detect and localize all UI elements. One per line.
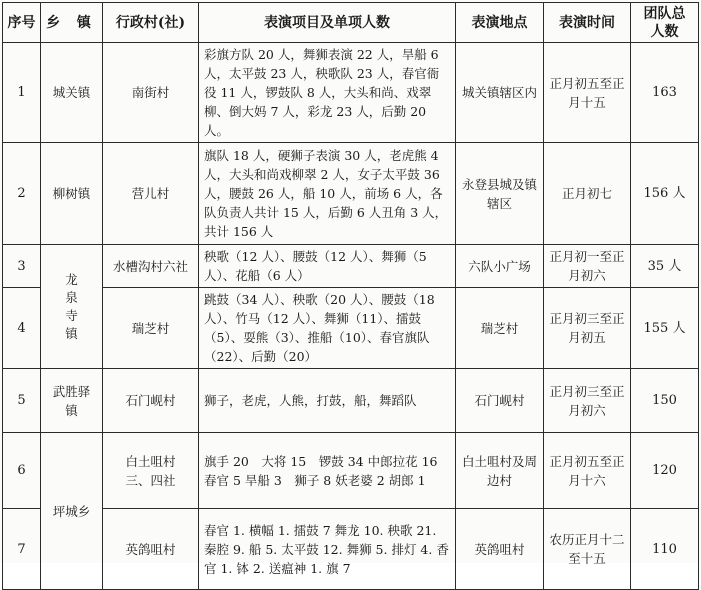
header-township: 乡 镇 [41, 3, 103, 43]
row-time: 正月初三至正月初五 [544, 288, 631, 369]
row-township [41, 369, 103, 433]
table-row [3, 288, 699, 369]
row-location: 瑞芝村 [456, 288, 544, 369]
header-time: 表演时间 [544, 3, 631, 43]
header-total-text: 团队总人数 [643, 5, 686, 40]
row-program: 彩旗方队 20 人，舞狮表演 22 人，旱船 6 人，太平鼓 23 人，秧歌队 23 人，春官衙役 11 人，锣鼓队 8 人，大头和尚、戏翠柳、倒大妈 7 人，彩龙 23 人，后勤 20 人。 [199, 43, 456, 143]
row-township: 城关镇 [41, 43, 103, 143]
row-program: 旗队 18 人，硬狮子表演 30 人，老虎熊 4 人，大头和尚戏柳翠 2 人，女子太平鼓 36 人，腰鼓 26 人，船 10 人，前场 6 人，各队负责人共计 15 人，后勤 6 人丑角 3 人，共计 156 人 [199, 143, 456, 245]
row-total: 110 [631, 509, 699, 590]
header-row [3, 3, 699, 43]
table-row [3, 143, 699, 245]
row-village [103, 433, 199, 509]
row-time: 农历正月十二至十五 [544, 509, 631, 590]
row-location: 城关镇辖区内 [456, 43, 544, 143]
header-program: 表演项目及单项人数 [199, 3, 456, 43]
row-location: 白土咀村及周边村 [456, 433, 544, 509]
row-total: 156 人 [631, 143, 699, 245]
row-village: 英鸽咀村 [103, 509, 199, 590]
row-program: 旗手 20 大将 15 锣鼓 34 中郎拉花 16 春官 5 旱船 3 狮子 8 妖老婆 2 胡郎 1 [199, 433, 456, 509]
row-total: 35 人 [631, 245, 699, 288]
table-row [3, 245, 699, 288]
row-time: 正月初三至正月初六 [544, 369, 631, 433]
row-township: 坪城乡 [41, 433, 103, 590]
table-row [3, 43, 699, 143]
row-village: 水槽沟村六社 [103, 245, 199, 288]
row-total: 155 人 [631, 288, 699, 369]
row-program: 狮子，老虎，人熊，打鼓，船，舞蹈队 [199, 369, 456, 433]
row-total: 150 [631, 369, 699, 433]
row-time: 正月初一至正月初六 [544, 245, 631, 288]
row-seq: 5 [3, 369, 41, 433]
row-total: 163 [631, 43, 699, 143]
row-seq: 6 [3, 433, 41, 509]
row-township [41, 245, 103, 369]
row-program: 跳鼓（34 人）、秧歌（20 人）、腰鼓（18 人）、竹马（12 人）、舞狮（11）、擂鼓（5）、耍熊（3）、推船（10）、春官旗队（22）、后勤（20） [199, 288, 456, 369]
table-row [3, 433, 699, 509]
header-location: 表演地点 [456, 3, 544, 43]
row-seq: 2 [3, 143, 41, 245]
row-seq: 3 [3, 245, 41, 288]
row-village: 南街村 [103, 43, 199, 143]
row-location: 石门岘村 [456, 369, 544, 433]
row-time: 正月初五至正月十五 [544, 43, 631, 143]
table-row [3, 509, 699, 590]
row-seq: 1 [3, 43, 41, 143]
table-row [3, 369, 699, 433]
row-village: 石门岘村 [103, 369, 199, 433]
row-program: 秧歌（12 人）、腰鼓（12 人）、舞狮（5 人）、花船（6 人） [199, 245, 456, 288]
header-total [631, 3, 699, 43]
row-total: 120 [631, 433, 699, 509]
village-text: 白土咀村三、四社 [125, 453, 176, 488]
row-village: 营儿村 [103, 143, 199, 245]
performance-schedule-table [2, 2, 699, 590]
row-seq: 4 [3, 288, 41, 369]
header-village: 行政村(社) [103, 3, 199, 43]
row-township: 柳树镇 [41, 143, 103, 245]
row-seq: 7 [3, 509, 41, 590]
header-seq: 序号 [3, 3, 41, 43]
row-program: 春官 1. 横幅 1. 擂鼓 7 舞龙 10. 秧歌 21. 秦腔 9. 船 5. 太平鼓 12. 舞狮 5. 排灯 4. 香官 1. 钵 2. 送瘟神 1. 旗 7 [199, 509, 456, 590]
township-vertical-text: 龙泉寺镇 [65, 271, 78, 341]
row-location: 六队小广场 [456, 245, 544, 288]
row-time: 正月初七 [544, 143, 631, 245]
row-time: 正月初五至正月十六 [544, 433, 631, 509]
row-village: 瑞芝村 [103, 288, 199, 369]
row-location: 永登县城及镇辖区 [456, 143, 544, 245]
row-location: 英鸽咀村 [456, 509, 544, 590]
township-text: 武胜驿镇 [52, 383, 91, 418]
